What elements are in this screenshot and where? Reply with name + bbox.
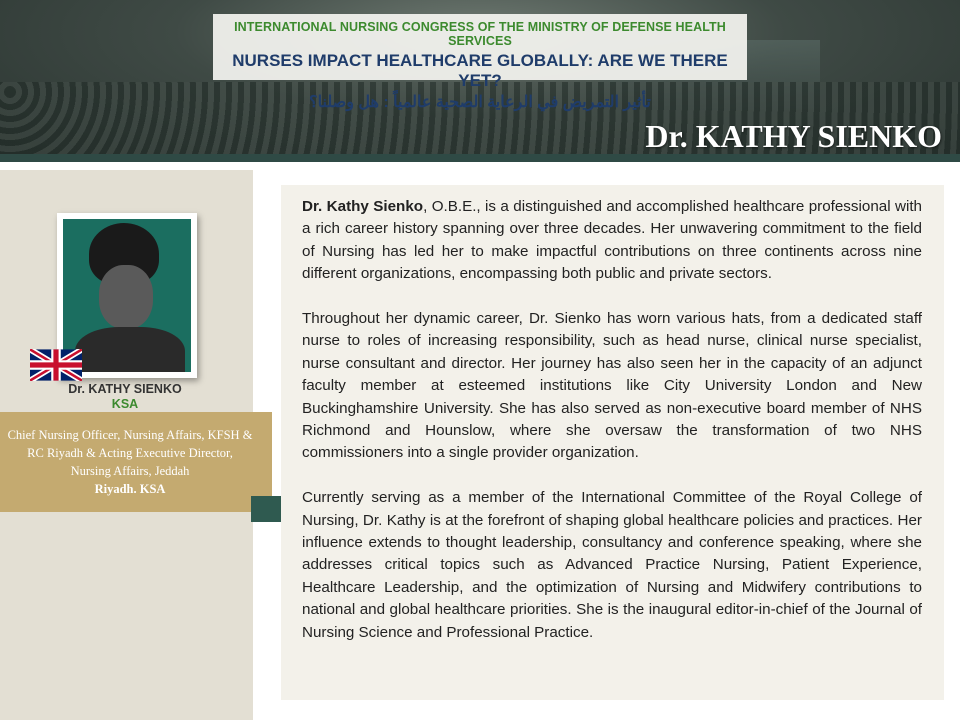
bio-paragraph-2: Throughout her dynamic career, Dr. Sienko has worn various hats, from a dedicated staff nurse to roles of increasing responsibility, such as head nurse, clinical nurse specialist, nurse consultant and director. Her journey has also seen her in the capacity of an adjunct faculty member at esteemed institutions like City University London and New Buckinghamshire University. She has also served as non-executive board member of NHS Richmond and Hounslow, where she oversaw the transformation of two NHS commissioners into a single provider organization. (302, 310, 922, 462)
bio-paragraph-1: Dr. Kathy Sienko, O.B.E., is a distinguished and accomplished healthcare professional with a rich career history spanning over three decades. Her unwavering commitment to the field of Nursing has led her to make impactful contributions on three continents across nine different organizations, encompassing both public and private sectors. (302, 198, 922, 283)
role-location: Riyadh. KSA (94, 482, 166, 496)
role-text (6, 426, 254, 498)
congress-theme: NURSES IMPACT HEALTHCARE GLOBALLY: ARE WE THERE YET? (232, 51, 728, 90)
bio-name: Dr. Kathy Sienko (302, 198, 424, 215)
header-banner (0, 0, 960, 162)
bio-paragraph-3: Currently serving as a member of the International Committee of the Royal College of Nursing, Dr. Kathy is at the forefront of shaping global healthcare policies and practices. Her influence extends to thought leadership, consultancy and conference speaking, where she addresses critical topics such as Advanced Practice Nursing, Patient Experience, Healthcare Leadership, and the optimization of Nursing and Midwifery contributions to national and global healthcare priorities. She is the inaugural editor-in-chief of the Journal of Nursing Science and Professional Practice. (302, 489, 922, 641)
congress-title-box (213, 14, 747, 111)
speaker-name-heading: Dr. KATHY SIENKO (645, 118, 942, 154)
biography-text (302, 196, 922, 666)
accent-square (251, 496, 281, 522)
speaker-photo (63, 219, 191, 372)
profile-country: KSA (111, 397, 139, 411)
role-box (0, 412, 272, 512)
biography-panel (281, 185, 944, 700)
banner-stripe (0, 154, 960, 162)
profile-name: Dr. KATHY SIENKO (68, 382, 182, 396)
role-title: Chief Nursing Officer, Nursing Affairs, KFSH & RC Riyadh & Acting Executive Director, Nursing Affairs, Jeddah (7, 428, 253, 478)
uk-flag-icon (30, 349, 82, 381)
congress-name: INTERNATIONAL NURSING CONGRESS OF THE MINISTRY OF DEFENSE HEALTH SERVICES (234, 20, 726, 48)
congress-theme-arabic: تأثير التمريض في الرعاية الصحية عالمياً : هل وصلنا؟ (309, 94, 651, 111)
